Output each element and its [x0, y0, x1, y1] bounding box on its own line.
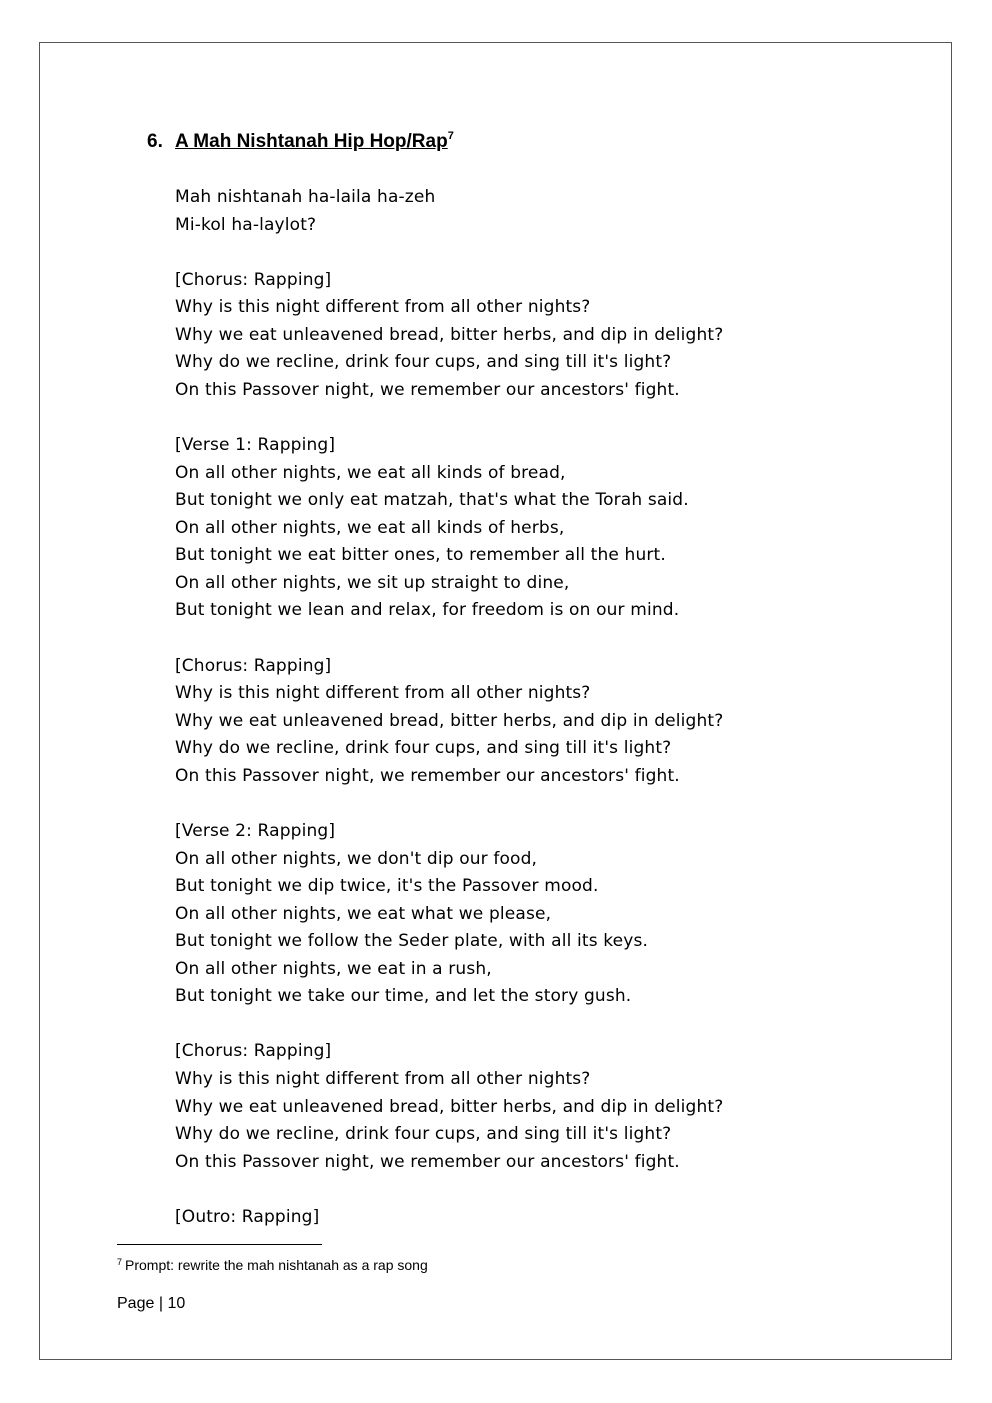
section-label: [Chorus: Rapping]: [175, 655, 332, 676]
section-label: [Verse 2: Rapping]: [175, 820, 336, 841]
stanza-gap: [175, 790, 723, 818]
section-label: [Verse 1: Rapping]: [175, 435, 336, 456]
lyric-line: But tonight we take our time, and let the story gush.: [175, 986, 632, 1007]
stanza-gap: [175, 405, 723, 433]
lyric-line: On all other nights, we eat in a rush,: [175, 958, 492, 979]
footnote-separator: [117, 1244, 322, 1245]
lyric-line: Mi-kol ha-laylot?: [175, 214, 317, 235]
lyric-line: But tonight we dip twice, it's the Passover mood.: [175, 876, 599, 897]
footnote-reference: 7: [447, 130, 454, 142]
stanza-gap: [175, 625, 723, 653]
lyric-line: But tonight we only eat matzah, that's what the Torah said.: [175, 490, 689, 511]
lyric-line: Why do we recline, drink four cups, and sing till it's light?: [175, 1124, 672, 1145]
lyric-line: On this Passover night, we remember our ancestors' fight.: [175, 765, 680, 786]
lyric-line: Why we eat unleavened bread, bitter herbs, and dip in delight?: [175, 1096, 724, 1117]
page-number: 10: [167, 1295, 186, 1312]
lyric-line: On all other nights, we eat all kinds of herbs,: [175, 517, 565, 538]
section-heading: [147, 130, 454, 154]
section-title: A Mah Nishtanah Hip Hop/Rap: [175, 131, 448, 152]
lyric-line: On all other nights, we eat what we please,: [175, 903, 552, 924]
lyric-line: Why do we recline, drink four cups, and sing till it's light?: [175, 738, 672, 759]
lyric-line: On all other nights, we sit up straight to dine,: [175, 572, 570, 593]
lyric-line: On this Passover night, we remember our ancestors' fight.: [175, 1151, 680, 1172]
lyric-line: Mah nishtanah ha-laila ha-zeh: [175, 187, 436, 207]
page-label: Page: [117, 1295, 155, 1312]
lyric-line: On all other nights, we eat all kinds of bread,: [175, 462, 566, 483]
lyric-line: But tonight we follow the Seder plate, with all its keys.: [175, 931, 649, 952]
lyric-line: But tonight we lean and relax, for freedom is on our mind.: [175, 600, 680, 621]
footnote-text: Prompt: rewrite the mah nishtanah as a rap song: [125, 1257, 428, 1273]
lyric-line: Why is this night different from all other nights?: [175, 683, 591, 704]
lyric-line: Why is this night different from all other nights?: [175, 1069, 591, 1089]
section-label: [Outro: Rapping]: [175, 1206, 320, 1227]
lyric-line: Why is this night different from all other nights?: [175, 297, 591, 318]
footnote-number: 7: [117, 1257, 123, 1267]
lyric-line: Why do we recline, drink four cups, and sing till it's light?: [175, 352, 672, 373]
section-label: [Chorus: Rapping]: [175, 1041, 332, 1062]
stanza-gap: [175, 239, 723, 267]
lyric-line: Why we eat unleavened bread, bitter herbs, and dip in delight?: [175, 710, 724, 731]
lyrics-block: [175, 184, 723, 1231]
stanza-gap: [175, 1176, 723, 1204]
lyric-line: But tonight we eat bitter ones, to remember all the hurt.: [175, 545, 666, 566]
lyric-line: Why we eat unleavened bread, bitter herbs, and dip in delight?: [175, 324, 724, 345]
lyric-line: On all other nights, we don't dip our food,: [175, 848, 538, 869]
page-footer: [117, 1293, 185, 1315]
footnote: [117, 1255, 428, 1275]
stanza-gap: [175, 1011, 723, 1039]
lyric-line: On this Passover night, we remember our ancestors' fight.: [175, 379, 680, 400]
section-number: 6.: [147, 131, 163, 152]
section-label: [Chorus: Rapping]: [175, 269, 332, 290]
page-separator: |: [158, 1295, 163, 1312]
